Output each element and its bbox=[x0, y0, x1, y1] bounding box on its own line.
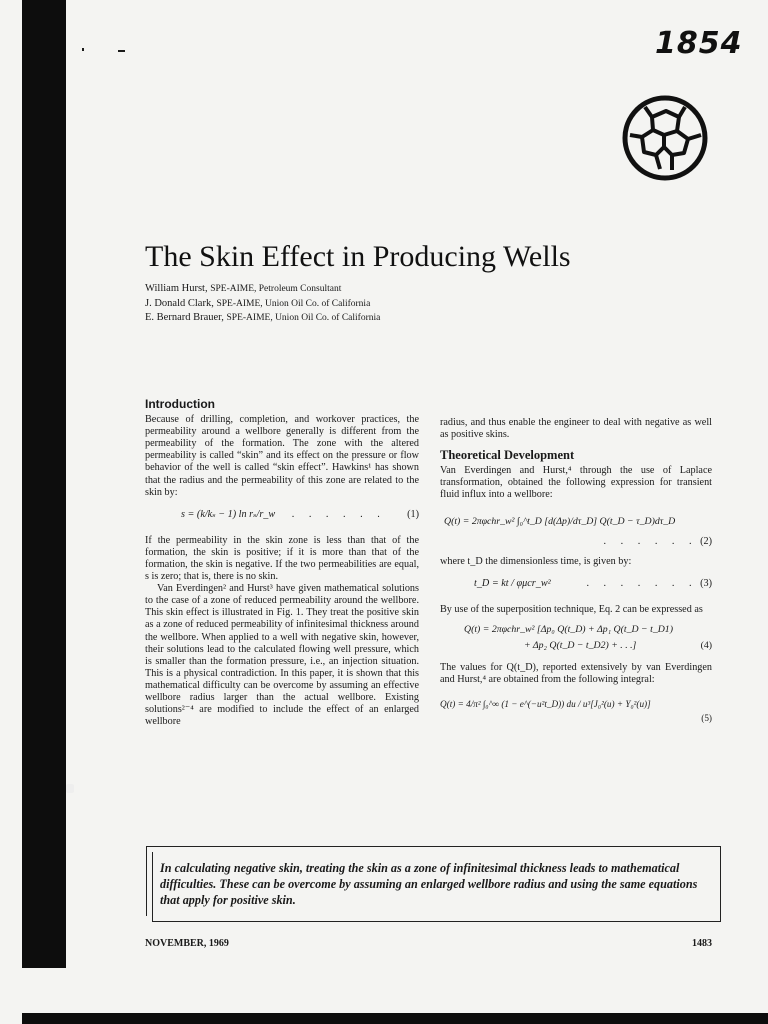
equation-text: s = (k/kₛ − 1) ln rₛ/r_w bbox=[181, 508, 276, 520]
abstract-text: In calculating negative skin, treating the skin as a zone of infinitesimal thickness leads to mathematical difficulties. These can be overcome by assuming an enlarged wellbore radius and using the same equations that apply for positive skin. bbox=[160, 861, 698, 907]
scan-speck bbox=[82, 48, 84, 51]
paragraph: If the permeability in the skin zone is less than that of the formation, the skin is positive; if it is more than that of the formation, the skin is negative. If the two permeabilities are equal, s is zero; that is, there is no skin. bbox=[145, 534, 419, 583]
author-name: E. Bernard Brauer, bbox=[145, 312, 224, 323]
left-column bbox=[145, 398, 419, 728]
equation-text: + Δp₂ Q(t_D − t_D2) + . . .] bbox=[524, 639, 637, 651]
author-name: William Hurst, bbox=[145, 283, 208, 294]
equation-3: t_D = kt / φμcr_w² . . . . . . . (3) bbox=[474, 577, 712, 589]
right-column bbox=[440, 417, 712, 726]
abstract-box-top bbox=[146, 846, 721, 847]
abstract-box-left bbox=[146, 846, 147, 916]
handwritten-number: 1854 bbox=[655, 26, 743, 61]
equation-number: (1) bbox=[407, 508, 419, 520]
equation-text: Q(t) = 4/π² ∫₀^∞ (1 − e^(−u²t_D)) du / u³[J₀²(u) + Y₀²(u)] bbox=[440, 698, 651, 709]
equation-number: (5) bbox=[701, 712, 712, 723]
scan-bottom-edge bbox=[22, 1013, 768, 1024]
author-line bbox=[145, 282, 380, 297]
paragraph: Van Everdingen and Hurst,⁴ through the use of Laplace transformation, obtained the following expression for transient fluid influx into a wellbore: bbox=[440, 465, 712, 501]
abstract-box-right bbox=[720, 846, 721, 922]
paper-title: The Skin Effect in Producing Wells bbox=[145, 240, 571, 273]
author-name: J. Donald Clark, bbox=[145, 297, 214, 309]
equation-2 bbox=[444, 516, 712, 536]
author-line bbox=[145, 311, 380, 326]
scan-speck bbox=[118, 50, 125, 52]
equation-text: t_D = kt / φμcr_w² bbox=[474, 577, 551, 589]
paragraph: Van Everdingen² and Hurst³ have given mathematical solutions to the case of a zone of reduced permeability around the wellbore. This skin effect is illustrated in Fig. 1. They treat the positive skin as a zone of reduced permeability of infinitesimal thickness around the wellbore. When applied to a well with negative skin, however, their solutions lead to the calculated flowing well pressure, which is smaller than the formation pressure, i.e., an injection situation. This is a physical contradiction. In this paper, it is shown that this mathematical difficulty can be overcome by assuming an effective wellbore radius larger than the actual wellbore. Existing solutions²⁻⁴ are modified to include the effect of an enlarged wellbore bbox=[145, 583, 419, 728]
abstract-box-inner-left bbox=[152, 852, 153, 922]
author-affiliation: SPE-AIME, Union Oil Co. of California bbox=[216, 298, 371, 309]
spe-soccer-ball-logo-icon bbox=[622, 95, 708, 181]
paragraph: radius, and thus enable the engineer to deal with negative as well as positive skins. bbox=[440, 417, 712, 441]
author-line bbox=[145, 297, 380, 312]
paragraph: By use of the superposition technique, Eq. 2 can be expressed as bbox=[440, 603, 703, 615]
author-affiliation: SPE-AIME, Petroleum Consultant bbox=[210, 284, 342, 294]
equation-text: Q(t) = 2πφchr_w² ∫₀^t_D [d(Δp)/dτ_D] Q(t_D − τ_D)dτ_D bbox=[444, 515, 676, 527]
equation-4-line-2 bbox=[524, 640, 712, 656]
equation-text: Q(t) = 2πφchr_w² [Δp₀ Q(t_D) + Δp₁ Q(t_D − t_D1) bbox=[464, 623, 673, 635]
equation-number: (2) bbox=[700, 535, 712, 547]
paragraph: The values for Q(t_D), reported extensively by van Everdingen and Hurst,⁴ are obtained from the following integral: bbox=[440, 661, 712, 685]
paragraph: Because of drilling, completion, and workover practices, the permeability around a wellbore generally is different from the permeability of the formation. The zone with the altered permeability is called “skin” and its effect on the pressure or flow behavior of the well is called “skin effect”. Hawkins¹ has shown that the radius and the permeability of this zone are related to the skin by: bbox=[145, 414, 419, 498]
scan-left-edge bbox=[22, 0, 66, 968]
footer-date: NOVEMBER, 1969 bbox=[145, 938, 229, 949]
abstract-box-bottom bbox=[152, 921, 721, 922]
scan-tab bbox=[66, 784, 74, 793]
equation-number: (4) bbox=[700, 639, 712, 651]
equation-2-number-line: . . . . . . (2) bbox=[603, 535, 712, 547]
section-heading: Introduction bbox=[145, 397, 215, 411]
author-affiliation: SPE-AIME, Union Oil Co. of California bbox=[226, 313, 381, 323]
equation-1: s = (k/kₛ − 1) ln rₛ/r_w . . . . . . (1) bbox=[181, 508, 419, 520]
section-heading: Theoretical Development bbox=[440, 448, 575, 463]
paragraph: where t_D the dimensionless time, is given by: bbox=[440, 555, 632, 567]
equation-4-line-1 bbox=[464, 624, 712, 640]
equation-number: (3) bbox=[700, 577, 712, 589]
equation-5 bbox=[440, 698, 712, 726]
footer-page-number: 1483 bbox=[692, 938, 712, 949]
author-list bbox=[145, 282, 380, 326]
